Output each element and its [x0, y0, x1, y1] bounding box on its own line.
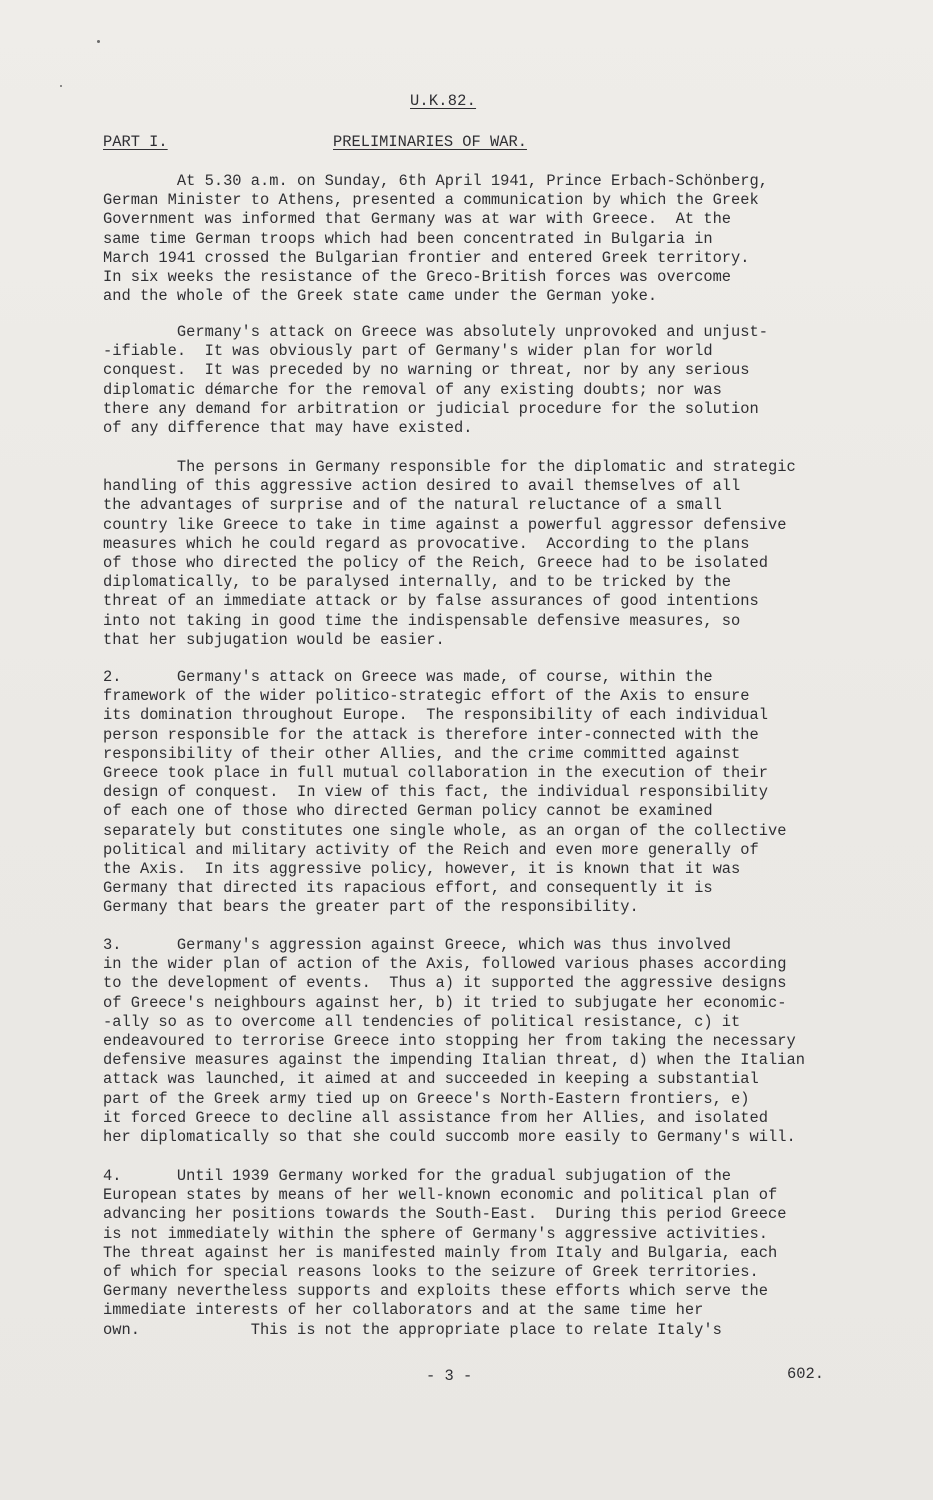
text-line: measures which he could regard as provocative. According to the plans — [103, 534, 750, 553]
paragraph-unprovoked — [103, 323, 843, 438]
text-line: into not taking in good time the indispensable defensive measures, so — [103, 611, 741, 630]
text-line: the Axis. In its aggressive policy, however, it is known that it was — [103, 859, 741, 878]
text-line: is not immediately within the sphere of Germany's aggressive activities. — [103, 1224, 768, 1243]
text-line: attack was launched, it aimed at and succeeded in keeping a substantial — [103, 1070, 759, 1089]
text-line: part of the Greek army tied up on Greece's North-Eastern frontiers, e) — [103, 1089, 750, 1108]
text-line: of any difference that may have existed. — [103, 418, 473, 437]
text-line: it forced Greece to decline all assistance from her Allies, and isolated — [103, 1108, 768, 1127]
text-line: and the whole of the Greek state came under the German yoke. — [103, 287, 658, 306]
text-line: -ally so as to overcome all tendencies of political resistance, c) it — [103, 1012, 741, 1031]
text-line: March 1941 crossed the Bulgarian frontier and entered Greek territory. — [103, 248, 750, 267]
text-line: the advantages of surprise and of the natural reluctance of a small — [103, 496, 722, 515]
text-line: Germany that directed its rapacious effort, and consequently it is — [103, 879, 713, 898]
text-line: German Minister to Athens, presented a communication by which the Greek — [103, 191, 759, 210]
text-line: The persons in Germany responsible for the diplomatic and strategic — [103, 458, 796, 476]
paragraph-section-3 — [103, 936, 843, 1147]
text-line: design of conquest. In view of this fact, the individual responsibility — [103, 783, 768, 802]
paragraph-intro — [103, 172, 843, 306]
text-line: person responsible for the attack is therefore inter-connected with the — [103, 725, 759, 744]
text-line: handling of this aggressive action desired to avail themselves of all — [103, 477, 741, 496]
text-line: framework of the wider politico-strategic effort of the Axis to ensure — [103, 687, 750, 706]
text-line: country like Greece to take in time against a powerful aggressor defensive — [103, 515, 787, 534]
text-line: endeavoured to terrorise Greece into stopping her from taking the necessary — [103, 1031, 796, 1050]
document-code: 602. — [787, 1365, 824, 1383]
text-line: political and military activity of the Reich and even more generally of — [103, 840, 759, 859]
text-line: Government was informed that Germany was at war with Greece. At the — [103, 210, 732, 229]
part-title: PRELIMINARIES OF WAR. — [333, 133, 527, 151]
text-line: -ifiable. It was obviously part of Germany's wider plan for world — [103, 342, 713, 361]
text-line: in the wider plan of action of the Axis, followed various phases according — [103, 955, 787, 974]
text-line: separately but constitutes one single whole, as an organ of the collective — [103, 821, 787, 840]
text-line: its domination throughout Europe. The responsibility of each individual — [103, 706, 768, 725]
part-label: PART I. — [103, 133, 168, 151]
text-line: conquest. It was preceded by no warning or threat, nor by any serious — [103, 361, 750, 380]
text-line: 2. Germany's attack on Greece was made, of course, within the — [103, 668, 713, 686]
paragraph-section-2 — [103, 668, 843, 917]
text-line: Germany nevertheless supports and exploits these efforts which serve the — [103, 1282, 768, 1301]
paper-speck — [60, 85, 62, 87]
text-line: same time German troops which had been concentrated in Bulgaria in — [103, 229, 713, 248]
text-line: of Greece's neighbours against her, b) it tried to subjugate her economic- — [103, 993, 787, 1012]
text-line: threat of an immediate attack or by false assurances of good intentions — [103, 592, 759, 611]
text-line: immediate interests of her collaborators and at the same time her — [103, 1301, 704, 1320]
text-line: there any demand for arbitration or judicial procedure for the solution — [103, 399, 759, 418]
paper-speck — [97, 40, 100, 43]
document-reference: U.K.82. — [410, 92, 477, 110]
text-line: of each one of those who directed German policy cannot be examined — [103, 802, 713, 821]
text-line: 3. Germany's aggression against Greece, which was thus involved — [103, 936, 732, 954]
text-line: that her subjugation would be easier. — [103, 630, 445, 649]
text-line: of those who directed the policy of the Reich, Greece had to be isolated — [103, 553, 768, 572]
text-line: to the development of events. Thus a) it supported the aggressive designs — [103, 974, 787, 993]
page-number: - 3 - — [426, 1367, 473, 1385]
text-line: The threat against her is manifested mainly from Italy and Bulgaria, each — [103, 1243, 778, 1262]
text-line: defensive measures against the impending Italian threat, d) when the Italian — [103, 1051, 805, 1070]
text-line: In six weeks the resistance of the Greco-British forces was overcome — [103, 267, 732, 286]
text-line: of which for special reasons looks to the seizure of Greek territories. — [103, 1262, 759, 1281]
paragraph-section-4 — [103, 1167, 843, 1340]
text-line: her diplomatically so that she could succomb more easily to Germany's will. — [103, 1127, 796, 1146]
text-line: responsibility of their other Allies, and the crime committed against — [103, 744, 741, 763]
text-line: European states by means of her well-known economic and political plan of — [103, 1186, 778, 1205]
text-line: diplomatically, to be paralysed internally, and to be tricked by the — [103, 573, 732, 592]
text-line: advancing her positions towards the South-East. During this period Greece — [103, 1205, 787, 1224]
text-line: Germany's attack on Greece was absolutely unprovoked and unjust- — [103, 323, 768, 341]
text-line: Greece took place in full mutual collaboration in the execution of their — [103, 763, 768, 782]
text-line: diplomatic démarche for the removal of any existing doubts; nor was — [103, 380, 722, 399]
text-line: At 5.30 a.m. on Sunday, 6th April 1941, Prince Erbach-Schönberg, — [103, 172, 768, 190]
paragraph-persons-responsible — [103, 458, 843, 650]
text-line: Germany that bears the greater part of the responsibility. — [103, 898, 639, 917]
text-line: 4. Until 1939 Germany worked for the gradual subjugation of the — [103, 1167, 732, 1185]
text-line: own. This is not the appropriate place to relate Italy's — [103, 1320, 722, 1339]
